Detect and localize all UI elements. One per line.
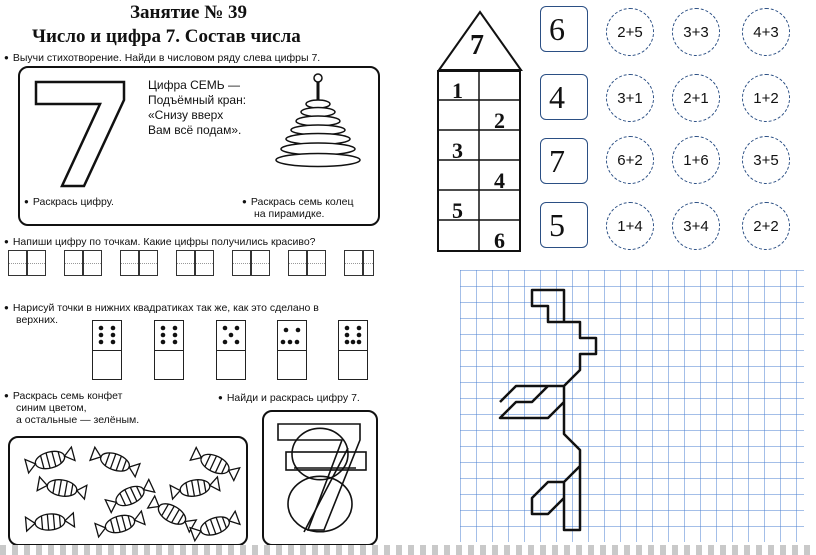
task4-line: синим цветом, — [16, 402, 87, 414]
expression-circle[interactable]: 3+1 — [606, 74, 654, 122]
expression-circle[interactable]: 3+3 — [672, 8, 720, 56]
expression-circle[interactable]: 6+2 — [606, 136, 654, 184]
house-roof-number: 7 — [470, 30, 484, 61]
house-cell[interactable]: 1 — [452, 78, 463, 103]
expression-circle[interactable]: 1+4 — [606, 202, 654, 250]
hidden-seven-box — [262, 410, 378, 546]
graph-paper[interactable] — [460, 270, 804, 542]
expression-circle[interactable]: 2+5 — [606, 8, 654, 56]
task4-line: ● Раскрась семь конфет — [4, 390, 139, 402]
topic-title: Число и цифра 7. Состав числа — [32, 26, 301, 47]
number-card[interactable]: 5 — [540, 202, 588, 248]
house-cell[interactable]: 5 — [452, 198, 463, 223]
task3-instruction-cont: верхних. — [16, 314, 59, 326]
candy-box — [8, 436, 248, 546]
expression-circle[interactable]: 3+4 — [672, 202, 720, 250]
expression-circle[interactable]: 4+3 — [742, 8, 790, 56]
candies[interactable] — [10, 438, 246, 544]
color-rings-line: ● Раскрась семь колец — [242, 196, 354, 208]
domino-dots — [0, 0, 400, 400]
task5-instruction: ● Найди и раскрась цифру 7. — [218, 392, 360, 404]
task1-instruction: ● Выучи стихотворение. Найди в числовом ряду слева цифры 7. — [4, 52, 320, 64]
color-digit-text: ● Раскрась цифру. — [24, 196, 114, 208]
expression-circle[interactable]: 2+1 — [672, 74, 720, 122]
expression-circle[interactable]: 2+2 — [742, 202, 790, 250]
task3-instruction: ● Нарисуй точки в нижних квадратиках так же, как это сделано в — [4, 302, 319, 314]
house-cell[interactable]: 6 — [494, 228, 505, 253]
expression-circle[interactable]: 3+5 — [742, 136, 790, 184]
expression-circle[interactable]: 1+6 — [672, 136, 720, 184]
bottom-decor-strip — [0, 545, 816, 555]
house-cell[interactable]: 2 — [494, 108, 505, 133]
poem-line: Подъёмный кран: — [148, 93, 247, 107]
number-card[interactable]: 7 — [540, 138, 588, 184]
house-cell[interactable]: 4 — [494, 168, 505, 193]
task4-instruction — [4, 390, 139, 426]
house-cell[interactable]: 3 — [452, 138, 463, 163]
number-card[interactable]: 6 — [540, 6, 588, 52]
expression-circle[interactable]: 1+2 — [742, 74, 790, 122]
task2-instruction: ● Напиши цифру по точкам. Какие цифры получились красиво? — [4, 236, 316, 248]
color-rings-line: на пирамидке. — [254, 208, 325, 220]
poem-line: «Снизу вверх — [148, 108, 224, 122]
overlapping-digits[interactable] — [264, 412, 376, 544]
task4-line: а остальные — зелёным. — [16, 414, 140, 426]
lesson-title: Занятие № 39 — [130, 2, 248, 23]
poem-line: Цифра СЕМЬ — — [148, 78, 241, 92]
poem-line: Вам всё подам». — [148, 123, 242, 137]
house-grid — [437, 70, 521, 252]
number-card[interactable]: 4 — [540, 74, 588, 120]
